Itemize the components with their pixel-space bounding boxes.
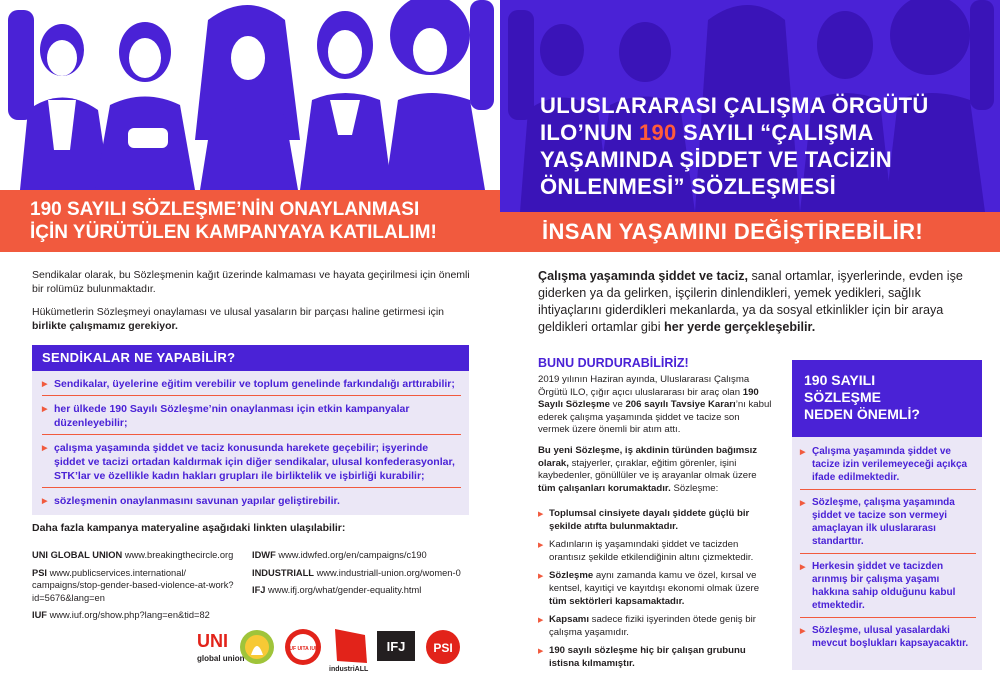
more-materials-label: Daha fazla kampanya materyaline aşağıdaki linkten ulaşılabilir: xyxy=(32,522,346,534)
industriall-logo xyxy=(329,629,369,673)
item-text: sadece fiziki işyerinden ötede geniş bir çalışma yaşamıdır. xyxy=(549,614,756,638)
list-item: ▶ her ülkede 190 Sayılı Sözleşme’nin onaylanması için etkin kampanyalar düzenleyebilir; xyxy=(42,402,461,435)
violence-intro xyxy=(538,268,983,336)
link-url[interactable]: www.publicservices.international/ campaigns/stop-gender-based-violence-at-work?id=5676&lang=en xyxy=(32,567,234,603)
link-url[interactable]: www.iuf.org/show.php?lang=en&tid=82 xyxy=(49,610,210,620)
list-item: ▶ çalışma yaşamında şiddet ve taciz konusunda harekete geçebilir; işyerinde şiddet ve tacizi ortadan kaldırmak için diğer sendikalar, ulusal konfederasyonlar, STK’lar ve özellikle kadın hakları grupları ile birliktelik ve işbirliği kurabilir; xyxy=(42,441,461,488)
links-column-b xyxy=(252,549,482,602)
psi-logo-text: PSI xyxy=(433,641,453,655)
links-column-a xyxy=(32,549,252,627)
paragraph-text: 2019 yılının Haziran ayında, Uluslararası Çalışma Örgütü ILO, çığır açıcı uluslararası bir araç olan xyxy=(538,374,750,398)
convention-points-list xyxy=(538,508,776,677)
hero-illustration-left xyxy=(0,0,500,190)
intro-text: sanal ortamlar, işyerlerinde, evden işe giderken ya da gelirken, işçilerin dinlendikleri, yemek yedikleri, sağlık ihtiyaçlarını giderdikleri mekanlarda, ya da sosyal etkinlikler için bir araya geldikleri ortamlar gibi xyxy=(538,269,963,334)
link-item[interactable] xyxy=(32,567,252,605)
iuf-logo-text: IUF UITA IUL xyxy=(288,646,318,652)
list-item: ▶ Sözleşme, çalışma yaşamında şiddet ve tacize son vermeyi amaçlayan ilk uluslararası standarttır. xyxy=(800,496,976,554)
paragraph-emphasis: 206 sayılı Tavsiye Kararı xyxy=(625,399,736,411)
org-name: IDWF xyxy=(252,550,276,560)
intro-paragraph: Sendikalar olarak, bu Sözleşmenin kağıt üzerinde kalmaması ve hayata geçirilmesi için önemli bir rolümüz bulunmaktadır. xyxy=(32,269,470,295)
title-line-part: SAYILI “ÇALIŞMA xyxy=(676,120,874,145)
link-url[interactable]: www.ifj.org/what/gender-equality.html xyxy=(268,585,422,595)
why-list xyxy=(792,437,982,655)
link-url[interactable]: www.idwfed.org/en/campaigns/c190 xyxy=(278,550,427,560)
section-heading: BUNU DURDURABİLİRİZ! xyxy=(538,356,689,370)
box-title xyxy=(792,360,982,437)
item-emphasis: Kapsamı xyxy=(549,614,589,626)
slogan-banner xyxy=(500,212,1000,252)
intro-emphasis: her yerde gerçekleşebilir. xyxy=(664,320,816,334)
ifj-logo-text: IFJ xyxy=(386,639,406,654)
governments-paragraph xyxy=(32,305,472,333)
item-emphasis: Toplumsal cinsiyete dayalı şiddete güçlü bir şekilde atıfta bulunmaktadır. xyxy=(549,508,750,532)
banner-line: 190 SAYILI SÖZLEŞME’NİN ONAYLANMASI xyxy=(30,199,420,220)
paragraph-text: Hükümetlerin Sözleşmeyi onaylaması ve ulusal yasaların bir parçası haline getirmesi için xyxy=(32,306,445,318)
uni-logo-sub: global union xyxy=(197,654,245,663)
iuf-logo xyxy=(285,629,321,665)
list-item: ▶ Sözleşme, ulusal yasalardaki mevcut boşlukları kapsayacaktır. xyxy=(800,624,976,655)
org-name: INDUSTRIALL xyxy=(252,567,314,578)
uni-logo xyxy=(197,631,245,663)
idwf-logo xyxy=(240,630,274,664)
org-name: IFJ xyxy=(252,585,266,595)
unions-list xyxy=(32,371,469,508)
item-text: Kadınların iş yaşamındaki şiddet ve tacizden orantısız şekilde etkilendiğinin altını çizmektedir. xyxy=(549,539,754,563)
paragraph-text: ’nı kabul ederek çalışma yaşamında şiddet ve tacize son vermek üzere önemli bir atım attı. xyxy=(538,399,772,436)
box-title-line: NEDEN ÖNEMLİ? xyxy=(804,406,920,422)
logos-svg xyxy=(195,625,475,675)
banner-line: İÇİN YÜRÜTÜLEN KAMPANYAYA KATILALIM! xyxy=(30,222,437,243)
paragraph-text: Sözleşme: xyxy=(670,482,719,494)
ifj-logo xyxy=(377,631,415,661)
psi-logo xyxy=(426,630,460,664)
title-line: ÖNLENMESİ” SÖZLEŞMESİ xyxy=(540,174,836,199)
paragraph-emphasis: 190 Sayılı Sözleşme xyxy=(538,386,759,411)
title-line xyxy=(540,119,970,146)
item-emphasis: tüm sektörleri kapsamaktadır. xyxy=(549,595,685,607)
list-item: ▶ sözleşmenin onaylanmasını savunan yapılar geliştirebilir. xyxy=(42,494,461,508)
main-title xyxy=(540,92,970,200)
box-title-line: SÖZLEŞME xyxy=(804,389,882,405)
list-item xyxy=(538,645,776,670)
link-item[interactable] xyxy=(32,549,252,562)
list-item xyxy=(538,508,776,533)
title-line-part: ILO’NUN xyxy=(540,120,639,145)
ilo-paragraph xyxy=(538,374,773,437)
list-item xyxy=(538,539,776,564)
list-item: ▶ Herkesin şiddet ve tacizden arınmış bir çalışma yaşamı hakkına sahip olduğunu kabul etmektedir. xyxy=(800,560,976,618)
paragraph-emphasis: tüm çalışanları korumaktadır. xyxy=(538,482,671,494)
item-emphasis: Sözleşme xyxy=(549,570,594,582)
partner-logos xyxy=(195,625,475,675)
link-item[interactable] xyxy=(32,609,252,622)
intro-emphasis: Çalışma yaşamında şiddet ve taciz, xyxy=(538,269,748,283)
item-emphasis: 190 sayılı sözleşme hiç bir çalışan grubunu istisna kılmamıştır. xyxy=(549,645,746,669)
box-title: SENDİKALAR NE YAPABİLİR? xyxy=(32,345,469,371)
paragraph-emphasis: Bu yeni Sözleşme, iş akdinin türünden bağımsız olarak, xyxy=(538,445,758,469)
list-item: ▶ Çalışma yaşamında şiddet ve tacize izin verilemeyeceği açıkça ifade edilmektedir. xyxy=(800,445,976,490)
link-item[interactable] xyxy=(252,549,482,562)
paragraph-text: stajyerler, çıraklar, eğitim görenler, işini kaybedenler, gönüllüler ve iş arayanlar olmak üzere xyxy=(538,457,757,482)
title-line: YAŞAMINDA ŞİDDET VE TACİZİN xyxy=(540,147,892,172)
list-item xyxy=(538,570,776,608)
industriall-logo-text: industriALL xyxy=(329,666,369,673)
org-name: UNI GLOBAL UNION xyxy=(32,550,123,560)
link-url[interactable]: www.breakingthecircle.org xyxy=(124,550,234,560)
slogan-text: İNSAN YAŞAMINI DEĞİŞTİREBİLİR! xyxy=(542,219,924,244)
org-name: IUF xyxy=(32,610,47,620)
title-line: ULUSLARARASI ÇALIŞMA ÖRGÜTÜ xyxy=(540,93,929,118)
item-text: aynı zamanda kamu ve özel, kırsal ve kentsel, kayıtiçi ve kayıtdışı ekonomi olmak üzere xyxy=(549,570,760,594)
link-item[interactable] xyxy=(252,567,482,580)
protesters-illustration xyxy=(0,0,500,190)
scope-paragraph xyxy=(538,445,773,495)
why-important-box xyxy=(792,360,982,670)
unions-can-do-box xyxy=(32,345,469,515)
uni-logo-text: UNI xyxy=(197,631,228,651)
paragraph-text: ve xyxy=(610,399,626,411)
campaign-banner xyxy=(0,190,500,252)
org-name: PSI xyxy=(32,567,47,578)
list-item: ▶ Sendikalar, üyelerine eğitim verebilir ve toplum genelinde farkındalığı arttırabilir; xyxy=(42,377,461,396)
list-item xyxy=(538,614,776,639)
link-item[interactable] xyxy=(252,584,482,597)
box-title-line: 190 SAYILI xyxy=(804,372,876,388)
convention-number: 190 xyxy=(638,120,677,145)
link-url[interactable]: www.industriall-union.org/women-0 xyxy=(316,567,461,578)
paragraph-emphasis: birlikte çalışmamız gerekiyor. xyxy=(32,320,178,332)
